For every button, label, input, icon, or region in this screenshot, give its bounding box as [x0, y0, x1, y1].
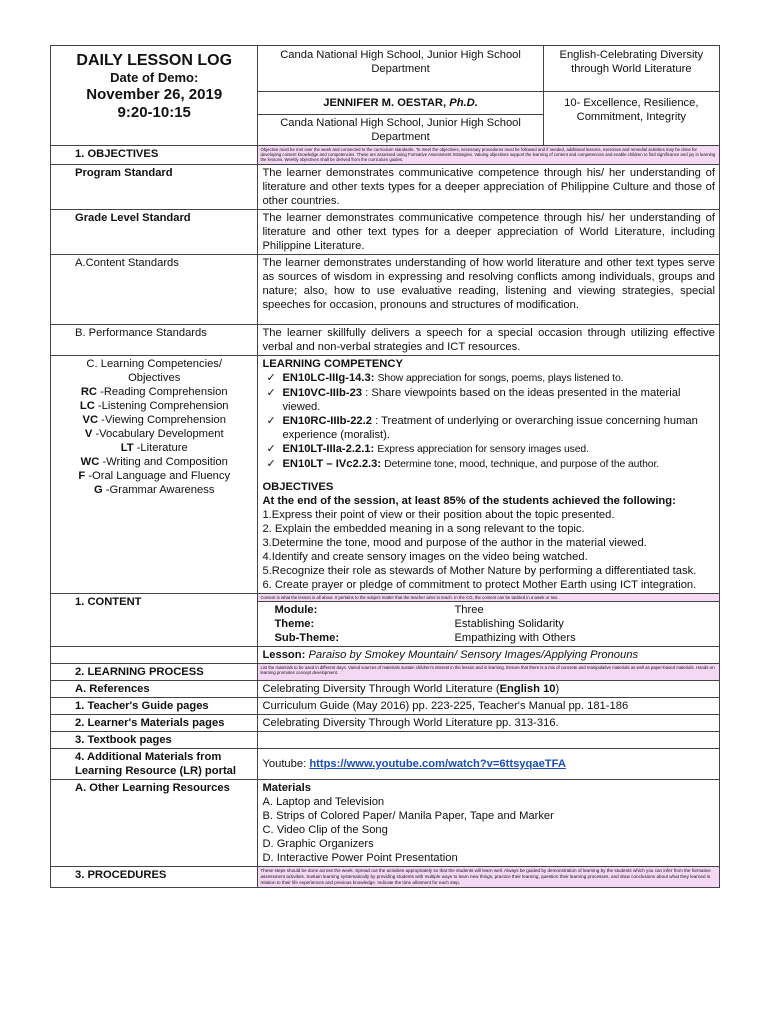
check-icon: ✓	[266, 371, 276, 384]
objective-item: 1.Express their point of view or their position about the topic presented.	[262, 508, 615, 521]
learning-process-label: 2. LEARNING PROCESS	[51, 663, 258, 680]
content-note: Content is what the lesson is all about. It pertains to the subject matter that the teacher aims to teach. In the CG, the content can be tackled in a week or two.	[258, 593, 720, 601]
competency-item: ✓ EN10LT – IVc2.2.3: Determine tone, mood, technique, and purpose of the author.	[266, 457, 660, 470]
program-standard-text: The learner demonstrates communicative competence through his/ her understanding of literature and other texts types for a deeper appreciation of Philippine Culture and those of other countries.	[258, 164, 720, 209]
references-text: Celebrating Diversity Through World Literature (English 10)	[258, 680, 720, 697]
check-icon: ✓	[266, 414, 276, 427]
competencies-label-cell	[51, 355, 258, 593]
page-title: DAILY LESSON LOG	[76, 52, 233, 69]
additional-materials-cell	[258, 748, 720, 779]
subtheme-value: Empathizing with Others	[454, 631, 576, 644]
materials-heading: Materials	[262, 781, 311, 794]
competency-item: ✓ EN10RC-IIIb-22.2 : Treatment of underlying or overarching issue concerning human experience (moralist).	[266, 414, 698, 441]
content-standards-text: The learner demonstrates understanding of how world literature and other text types serve as sources of wisdom in expressing and resolving conflicts among individuals, groups and nature; also, how to use evaluative reading, listening and viewing strategies, special speeches for occasion, pronouns and structures of modification.	[258, 254, 720, 324]
learners-materials-row	[51, 714, 720, 731]
material-item: A. Laptop and Television	[262, 795, 385, 808]
lesson-row	[51, 646, 720, 663]
other-resources-cell	[258, 779, 720, 866]
objectives-list	[262, 508, 715, 592]
teacher-name-cell	[258, 92, 543, 115]
section: 10- Excellence, Resilience, Commitment, Integrity	[564, 97, 699, 123]
learners-materials-label: 2. Learner's Materials pages	[51, 714, 258, 731]
module-table	[264, 603, 715, 645]
objective-item: 6. Create prayer or pledge of commitment to protect Mother Earth using ICT integration.	[262, 578, 697, 591]
competencies-content	[258, 355, 720, 593]
additional-materials-row	[51, 748, 720, 779]
check-icon: ✓	[266, 386, 276, 399]
material-item: B. Strips of Colored Paper/ Manila Paper, Tape and Marker	[262, 809, 554, 822]
youtube-prefix: Youtube:	[262, 757, 307, 770]
legend-item: V -Vocabulary Development	[84, 427, 224, 440]
program-standard-row	[51, 164, 720, 209]
objectives-label: 1. OBJECTIVES	[51, 146, 258, 165]
performance-standards-row	[51, 324, 720, 355]
learning-process-row	[51, 663, 720, 680]
lesson-value: Paraiso by Smokey Mountain/ Sensory Images/Applying Pronouns	[308, 648, 639, 661]
additional-materials-label: 4. Additional Materials from Learning Resource (LR) portal	[51, 748, 258, 779]
grade-level-label: Grade Level Standard	[51, 209, 258, 254]
content-standards-label: A.Content Standards	[51, 254, 258, 324]
teacher-degree: Ph.D.	[449, 97, 478, 109]
theme-value: Establishing Solidarity	[454, 617, 564, 630]
materials-list	[262, 795, 715, 865]
school-bottom: Canda National High School, Junior High School Department	[258, 115, 543, 146]
lesson-log-page	[50, 45, 720, 888]
legend-item: VC -Viewing Comprehension	[82, 413, 226, 426]
objectives-intro: At the end of the session, at least 85% of the students achieved the following:	[262, 494, 676, 507]
learners-materials-text: Celebrating Diversity Through World Literature pp. 313-316.	[258, 714, 720, 731]
content-detail	[258, 601, 720, 646]
other-resources-label: A. Other Learning Resources	[51, 779, 258, 866]
material-item: D. Graphic Organizers	[262, 837, 374, 850]
textbook-label: 3. Textbook pages	[51, 731, 258, 748]
competency-item: ✓ EN10LC-IIIg-14.3: Show appreciation for songs, poems, plays listened to.	[266, 371, 624, 384]
lesson-log-table	[50, 45, 720, 888]
legend-item: F -Oral Language and Fluency	[78, 469, 231, 482]
subject-cell	[543, 46, 719, 92]
legend-item: LT -Literature	[120, 441, 188, 454]
content-row	[51, 593, 720, 601]
check-icon: ✓	[266, 442, 276, 455]
objectives-heading: OBJECTIVES	[262, 480, 334, 493]
teachers-guide-row	[51, 697, 720, 714]
legend-item: G -Grammar Awareness	[94, 483, 215, 496]
competencies-label: C. Learning Competencies/	[86, 357, 222, 370]
material-item: D. Interactive Power Point Presentation	[262, 851, 458, 864]
teachers-guide-label: 1. Teacher's Guide pages	[51, 697, 258, 714]
legend-item: LC -Listening Comprehension	[79, 399, 229, 412]
textbook-text	[258, 731, 720, 748]
competency-legend	[55, 385, 253, 497]
teacher-name: JENNIFER M. OESTAR,	[323, 97, 447, 109]
objective-item: 4.Identify and create sensory images on the video being watched.	[262, 550, 588, 563]
module-value: Three	[454, 603, 484, 616]
theme-label: Theme:	[274, 617, 315, 630]
references-label: A. References	[51, 680, 258, 697]
section-cell	[543, 92, 719, 146]
procedures-label: 3. PROCEDURES	[51, 866, 258, 887]
content-label: 1. CONTENT	[51, 593, 258, 646]
check-icon: ✓	[266, 457, 276, 470]
textbook-row	[51, 731, 720, 748]
youtube-link[interactable]: https://www.youtube.com/watch?v=6ttsyqaeTFA	[309, 757, 566, 770]
date-label: Date of Demo:	[110, 70, 199, 85]
competency-item: ✓ EN10LT-IIIa-2.2.1: Express appreciation for sensory images used.	[266, 442, 589, 455]
references-row	[51, 680, 720, 697]
grade-level-text: The learner demonstrates communicative competence through his/ her understanding of literature and other text types for a deeper appreciation of World Literature, including Philippine Literature.	[258, 209, 720, 254]
competency-list	[262, 371, 715, 472]
procedures-row	[51, 866, 720, 887]
objectives-row	[51, 146, 720, 165]
procedures-note: These steps should be done across the week. Spread out the activities appropriately so that the students will learn well. Always be guided by demonstration of learning by the students which you can infer from the formative assessment activities. Sustain learning systematically by providing students with multiple ways to learn new things, practice their learning, question their learning processes, and draw conclusions about what they learned in relation to their life experiences and previous knowledge. Indicate the time allotment for each step.	[258, 866, 720, 887]
objectives-note: Objective must be met over the week and connected to the curriculum standards. To meet the objectives, necessary procedures must be followed and if needed, additional lessons, exercises and remedial activities may be done for developing content knowledge and competencies. These are assessed using Formative Assessment Strategies. Valuing objectives support the learning of content and competencies and enable children to find significance and joy in learning the lessons. Weekly objectives shall be derived from the curriculum guides.	[258, 146, 720, 165]
school-top: Canda National High School, Junior High School Department	[258, 46, 543, 92]
learning-process-note: List the materials to be used in different days. Varied sources of materials sustain children's interest in the lesson and in learning. Ensure that there is a mix of concrete and manipulative materials as well as paper-based materials. Hands-on learning promotes concept development.	[258, 663, 720, 680]
subtheme-label: Sub-Theme:	[274, 631, 340, 644]
competency-item: ✓ EN10VC-IIIb-23 : Share viewpoints based on the ideas presented in the material viewed.	[266, 386, 681, 413]
teachers-guide-text: Curriculum Guide (May 2016) pp. 223-225, Teacher's Manual pp. 181-186	[258, 697, 720, 714]
other-resources-row	[51, 779, 720, 866]
lesson-label: Lesson:	[262, 648, 306, 661]
legend-item: WC -Writing and Composition	[80, 455, 228, 468]
grade-level-row	[51, 209, 720, 254]
performance-standards-label: B. Performance Standards	[51, 324, 258, 355]
objective-item: 3.Determine the tone, mood and purpose of the author in the material viewed.	[262, 536, 647, 549]
title-cell	[51, 46, 258, 146]
header-row	[51, 46, 720, 92]
performance-standards-text: The learner skillfully delivers a speech for a special occasion through utilizing effective verbal and non-verbal strategies and ICT resources.	[258, 324, 720, 355]
module-label: Module:	[274, 603, 318, 616]
objective-item: 5.Recognize their role as stewards of Mother Nature by performing a differentiated task.	[262, 564, 697, 577]
lesson-cell	[258, 646, 720, 663]
competencies-label-2: Objectives	[128, 371, 181, 384]
objective-item: 2. Explain the embedded meaning in a song relevant to the topic.	[262, 522, 585, 535]
content-standards-row	[51, 254, 720, 324]
demo-date: November 26, 2019	[86, 86, 223, 103]
material-item: C. Video Clip of the Song	[262, 823, 388, 836]
program-standard-label: Program Standard	[51, 164, 258, 209]
legend-item: RC -Reading Comprehension	[80, 385, 228, 398]
competency-heading: LEARNING COMPETENCY	[262, 357, 403, 370]
subject: English-Celebrating Diversity through World Literature	[559, 49, 704, 75]
demo-time: 9:20-10:15	[117, 104, 191, 121]
competencies-row	[51, 355, 720, 593]
